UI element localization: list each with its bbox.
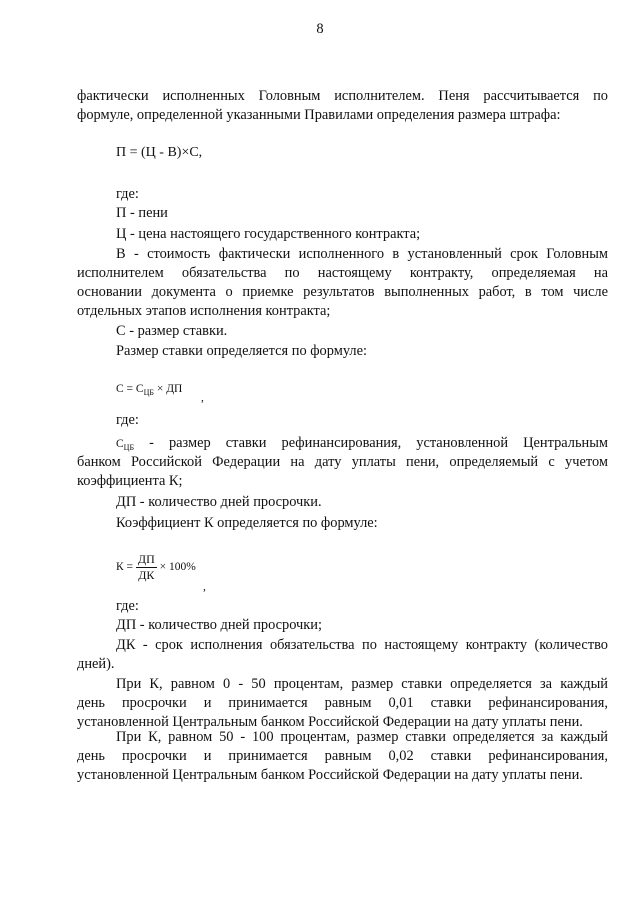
definition-penalty: П - пени — [116, 205, 168, 221]
page-number: 8 — [316, 21, 324, 37]
text-line: банком Российской Федерации на дату уплаты пени, определяемый с учетом — [77, 454, 608, 470]
formula-coefficient — [116, 552, 196, 583]
text-line — [77, 434, 608, 453]
paragraph-50-100 — [77, 728, 608, 785]
text-line: ДК - срок исполнения обязательства по настоящему контракту (количество — [116, 637, 608, 653]
text-line: формуле, определенной указанными Правилами определения размера штрафа: — [77, 107, 561, 123]
formula-lhs: С = С — [116, 383, 144, 395]
definition-contract-price: Ц - цена настоящего государственного контракта; — [116, 226, 421, 242]
text-line: В - стоимость фактически исполненного в установленный срок Головным — [116, 246, 608, 262]
formula-rate-comma: , — [201, 392, 204, 404]
text-line: При К, равном 50 - 100 процентам, размер ставки определяется за каждый — [116, 729, 608, 745]
text-line: день просрочки и принимается равным 0,02 ставки рефинансирования, — [77, 748, 608, 764]
formula-penalty: П = (Ц - В)×С, — [116, 145, 203, 160]
fraction-numerator: ДП — [137, 552, 155, 566]
rate-formula-intro: Размер ставки определяется по формуле: — [116, 343, 367, 359]
text-line: основании документа о приемке результатов выполненных работ, в том числе — [77, 284, 608, 300]
text-line: установленной Центральным банком Российской Федерации на дату уплаты пени. — [77, 714, 583, 730]
definition-days-overdue: ДП - количество дней просрочки; — [116, 617, 322, 633]
intro-paragraph — [77, 87, 608, 125]
text-line: день просрочки и принимается равным 0,01 ставки рефинансирования, — [77, 695, 608, 711]
text-line: При К, равном 0 - 50 процентам, размер ставки определяется за каждый — [116, 676, 608, 692]
formula-coefficient-comma: , — [203, 581, 206, 593]
definition-term — [77, 636, 608, 674]
formula-rate — [116, 380, 182, 402]
text-line: фактически исполненных Головным исполнителем. Пеня рассчитывается по — [77, 88, 608, 104]
formula-rhs: × 100% — [159, 561, 196, 574]
coefficient-formula-intro: Коэффициент К определяется по формуле: — [116, 515, 378, 531]
symbol-subscript: ЦБ — [123, 443, 135, 452]
paragraph-0-50 — [77, 675, 608, 732]
text-line: исполнителем обязательства по настоящему контракту, определяемая на — [77, 265, 608, 281]
formula-rhs: × ДП — [153, 383, 183, 395]
definition-rate: С - размер ставки. — [116, 323, 228, 339]
formula-subscript: ЦБ — [143, 388, 154, 397]
definition-days-overdue: ДП - количество дней просрочки. — [116, 494, 322, 510]
where-label: где: — [116, 186, 139, 202]
symbol-c: С — [116, 438, 124, 450]
definition-text: - размер ставки рефинансирования, установленной Центральным — [134, 435, 608, 451]
text-line: установленной Центральным банком Российской Федерации на дату уплаты пени. — [77, 767, 583, 783]
text-line: коэффициента К; — [77, 473, 183, 489]
where-label: где: — [116, 598, 139, 614]
where-label: где: — [116, 412, 139, 428]
definition-refinancing-rate — [77, 434, 608, 491]
definition-cost-executed — [77, 245, 608, 321]
formula-lhs: К = — [116, 561, 134, 574]
fraction — [136, 552, 157, 583]
fraction-denominator: ДК — [138, 568, 155, 582]
text-line: отдельных этапов исполнения контракта; — [77, 303, 331, 319]
text-line: дней). — [77, 656, 115, 672]
